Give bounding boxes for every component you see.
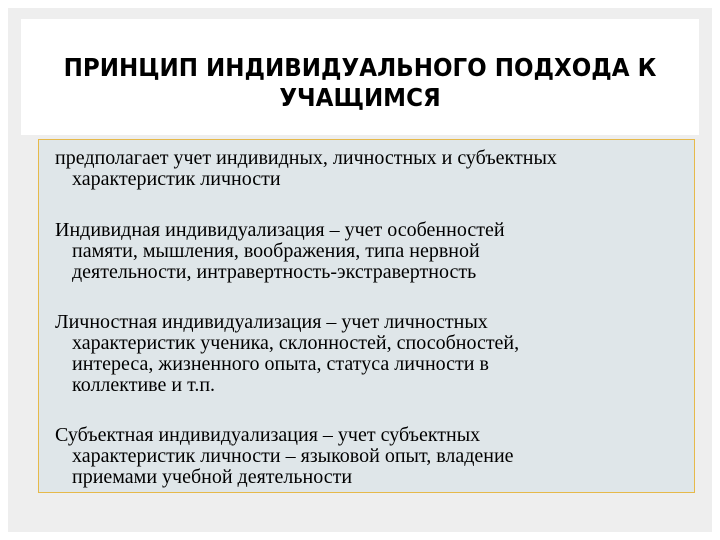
- item-subject-line-1: – учет субъектных: [317, 424, 481, 446]
- item-personal-line-4: коллективе и т.п.: [72, 374, 216, 396]
- intro-line-1: предполагает учет индивидных, личностных и субъектных: [55, 147, 557, 169]
- item-subject-term: Субъектная индивидуализация: [55, 424, 318, 446]
- item-personal-line-1: – учет личностных: [321, 311, 488, 333]
- item-individual-line-1: – учет особенностей: [324, 219, 505, 241]
- item-individual: [55, 220, 685, 283]
- item-individual-line-2: памяти, мышления, воображения, типа нервной: [72, 240, 480, 262]
- title-box: [21, 19, 699, 135]
- item-individual-term: Индивидная индивидуализация: [55, 219, 325, 241]
- intro-paragraph: [55, 148, 685, 190]
- content-box: [38, 139, 695, 493]
- item-subject-line-2: характеристик личности – языковой опыт, владение: [72, 445, 514, 467]
- title-line-2: УЧАЩИМСЯ: [279, 83, 441, 112]
- intro-line-2: характеристик личности: [72, 168, 281, 190]
- item-subject-line-3: приемами учебной деятельности: [72, 466, 353, 488]
- item-personal-line-3: интереса, жизненного опыта, статуса личности в: [72, 353, 489, 375]
- item-individual-line-3: деятельности, интравертность-экстравертность: [72, 261, 477, 283]
- item-subject: [55, 425, 685, 488]
- item-personal-line-2: характеристик ученика, склонностей, способностей,: [72, 332, 520, 354]
- item-personal-term: Личностная индивидуализация: [55, 311, 322, 333]
- slide-title: [48, 53, 672, 113]
- item-personal: [55, 312, 685, 396]
- title-line-1: ПРИНЦИП ИНДИВИДУАЛЬНОГО ПОДХОДА К: [63, 53, 657, 82]
- slide: [8, 8, 712, 532]
